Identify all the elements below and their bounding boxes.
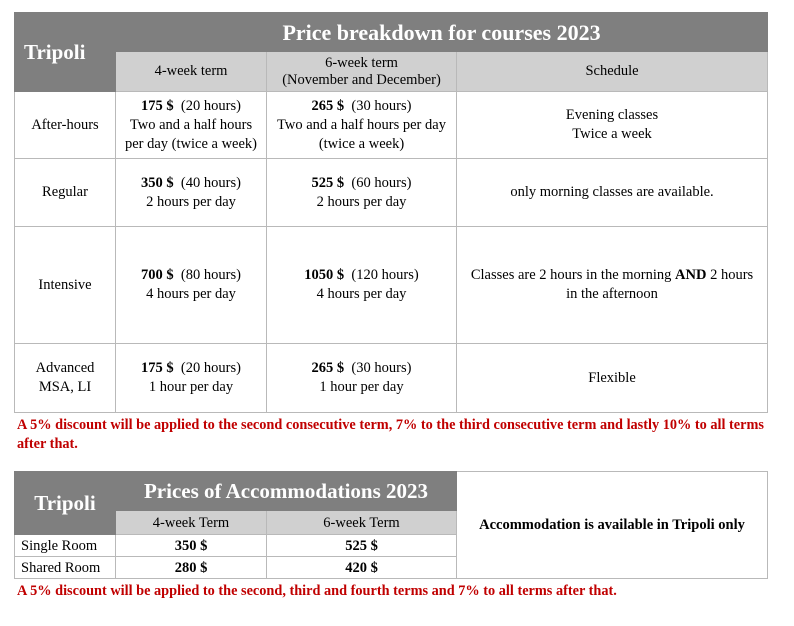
table-row — [15, 344, 768, 413]
accommodation-column-4-week: 4-week Term — [116, 511, 267, 535]
column-header-6-week: 6-week term (November and December) — [267, 52, 457, 92]
table-row — [15, 159, 768, 227]
advanced-6-week-cell: 265 $ (30 hours) 1 hour per day — [267, 344, 457, 413]
accommodation-availability-note: Accommodation is available in Tripoli only — [457, 472, 768, 579]
accommodation-column-6-week: 6-week Term — [267, 511, 457, 535]
after-hours-4-week-cell: 175 $ (20 hours) Two and a half hours per day (twice a week) — [116, 92, 267, 159]
accommodation-price-table — [14, 471, 768, 579]
after-hours-schedule-cell: Evening classes Twice a week — [457, 92, 768, 159]
regular-4-week-cell: 350 $ (40 hours) 2 hours per day — [116, 159, 267, 227]
column-header-schedule: Schedule — [457, 52, 768, 92]
regular-6-week-cell: 525 $ (60 hours) 2 hours per day — [267, 159, 457, 227]
course-discount-note: A 5% discount will be applied to the second consecutive term, 7% to the third consecutive term and lastly 10% to all terms after that. — [17, 417, 764, 452]
intensive-6-week-cell: 1050 $ (120 hours) 4 hours per day — [267, 227, 457, 344]
course-table-city: Tripoli — [15, 13, 116, 92]
advanced-schedule-cell: Flexible — [457, 344, 768, 413]
advanced-4-week-cell: 175 $ (20 hours) 1 hour per day — [116, 344, 267, 413]
shared-room-6-week-price: 420 $ — [267, 557, 457, 579]
table-row — [15, 92, 768, 159]
single-room-4-week-price: 350 $ — [116, 535, 267, 557]
row-label-shared-room: Shared Room — [15, 557, 116, 579]
row-label-intensive: Intensive — [15, 227, 116, 344]
regular-schedule-cell: only morning classes are available. — [457, 159, 768, 227]
row-label-single-room: Single Room — [15, 535, 116, 557]
row-label-regular: Regular — [15, 159, 116, 227]
accommodation-table-city: Tripoli — [15, 472, 116, 535]
single-room-6-week-price: 525 $ — [267, 535, 457, 557]
after-hours-6-week-cell: 265 $ (30 hours) Two and a half hours per day (twice a week) — [267, 92, 457, 159]
table-row — [15, 227, 768, 344]
accommodation-table-title: Prices of Accommodations 2023 — [116, 472, 457, 511]
accommodation-discount-note: A 5% discount will be applied to the second, third and fourth terms and 7% to all terms after that. — [17, 583, 617, 599]
row-label-advanced: Advanced MSA, LI — [15, 344, 116, 413]
course-price-table — [14, 12, 768, 413]
column-header-4-week: 4-week term — [116, 52, 267, 92]
shared-room-4-week-price: 280 $ — [116, 557, 267, 579]
course-table-title: Price breakdown for courses 2023 — [116, 13, 768, 52]
intensive-4-week-cell: 700 $ (80 hours) 4 hours per day — [116, 227, 267, 344]
intensive-schedule-cell: Classes are 2 hours in the morning AND 2 hours in the afternoon — [457, 227, 768, 344]
row-label-after-hours: After-hours — [15, 92, 116, 159]
